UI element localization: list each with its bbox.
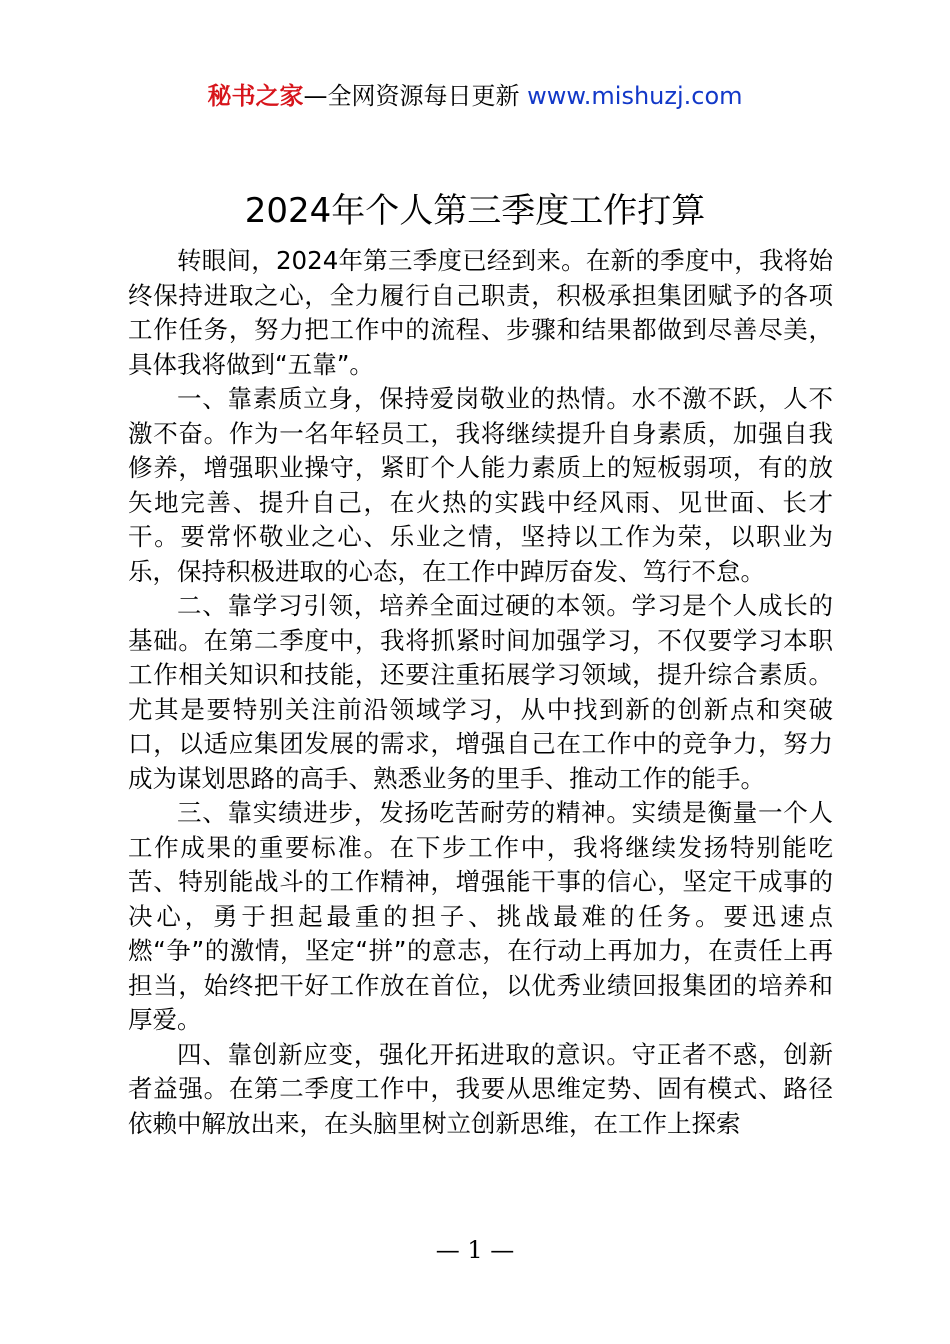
section-three-paragraph: 三、靠实绩进步，发扬吃苦耐劳的精神。实绩是衡量一个人工作成果的重要标准。在下步工作中，我将继续发扬特别能吃苦、特别能战斗的工作精神，增强能干事的信心，坚定干成事的决心，勇于担起最重的担子、挑战最难的任务。要迅速点燃“争”的激情，坚定“拼”的意志，在行动上再加力，在责任上再担当，始终把干好工作放在首位，以优秀业绩回报集团的培养和厚爱。 xyxy=(128,798,833,1034)
site-banner xyxy=(0,80,950,112)
site-url-link[interactable]: www.mishuzj.com xyxy=(527,82,743,110)
banner-tagline: —全网资源每日更新 xyxy=(303,82,520,110)
section-one-paragraph: 一、靠素质立身，保持爱岗敬业的热情。水不激不跃，人不激不奋。作为一名年轻员工，我将继续提升自身素质，加强自我修养，增强职业操守，紧盯个人能力素质上的短板弱项，有的放矢地完善、提升自己，在火热的实践中经风雨、见世面、长才干。要常怀敬业之心、乐业之情，坚持以工作为荣，以职业为乐，保持积极进取的心态，在工作中踔厉奋发、笃行不怠。 xyxy=(128,384,833,586)
document-title: 2024年个人第三季度工作打算 xyxy=(244,191,706,231)
brand-name: 秘书之家 xyxy=(207,82,304,110)
intro-paragraph: 转眼间，2024年第三季度已经到来。在新的季度中，我将始终保持进取之心，全力履行自己职责，积极承担集团赋予的各项工作任务，努力把工作中的流程、步骤和结果都做到尽善尽美，具体我将做到“五靠”。 xyxy=(128,246,833,379)
section-two-paragraph: 二、靠学习引领，培养全面过硬的本领。学习是个人成长的基础。在第二季度中，我将抓紧时间加强学习，不仅要学习本职工作相关知识和技能，还要注重拓展学习领域，提升综合素质。尤其是要特别关注前沿领域学习，从中找到新的创新点和突破口，以适应集团发展的需求，增强自己在工作中的竞争力，努力成为谋划思路的高手、熟悉业务的里手、推动工作的能手。 xyxy=(128,591,833,793)
page-number: — 1 — xyxy=(435,1236,515,1264)
document-body xyxy=(128,244,833,1141)
section-four-paragraph: 四、靠创新应变，强化开拓进取的意识。守正者不惑，创新者益强。在第二季度工作中，我要从思维定势、固有模式、路径依赖中解放出来，在头脑里树立创新思维，在工作上探索 xyxy=(128,1039,833,1138)
